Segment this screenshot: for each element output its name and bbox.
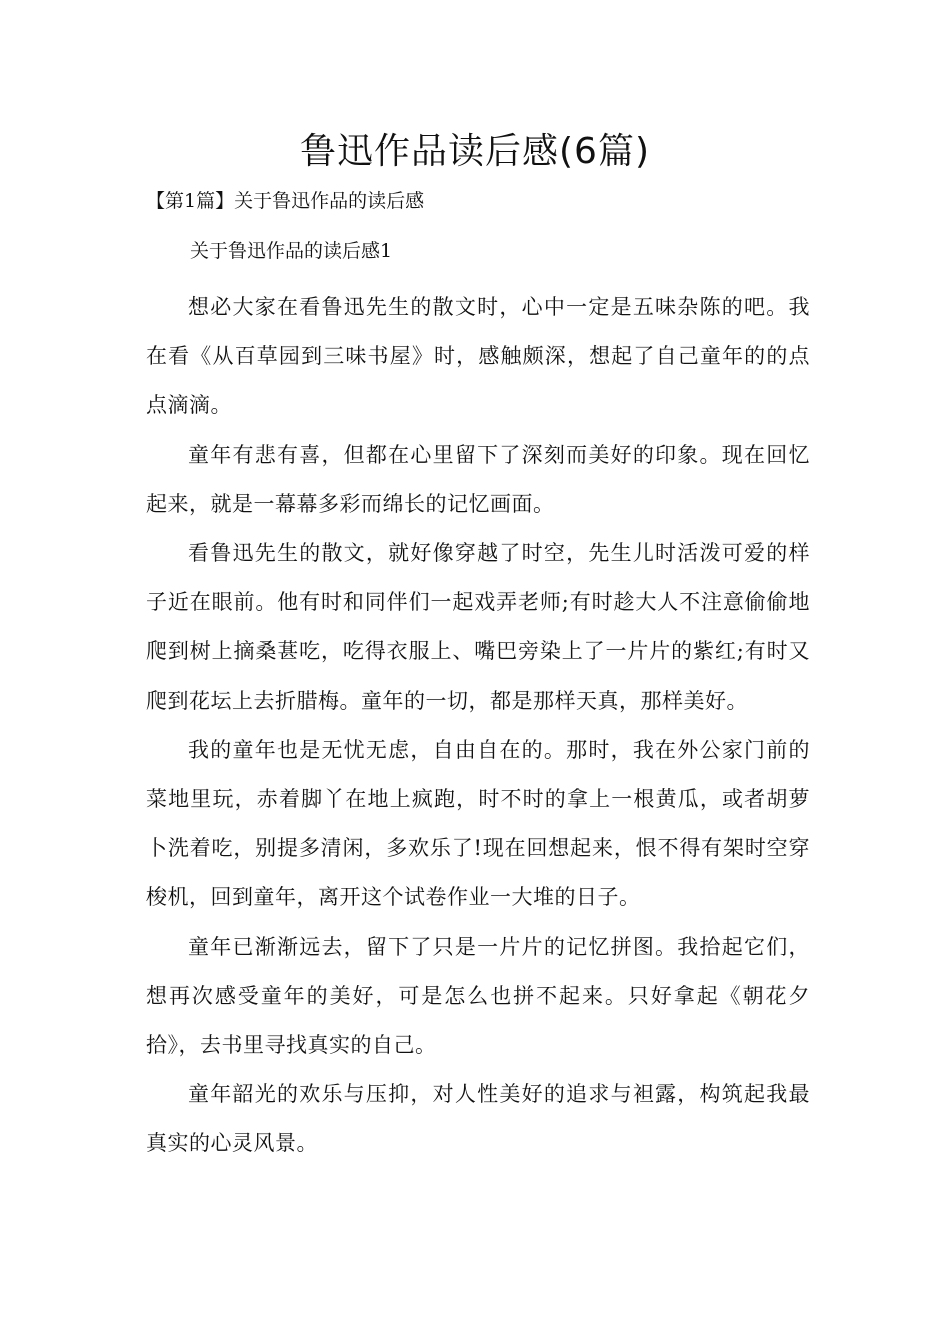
paragraph-5: 童年已渐渐远去，留下了只是一片片的记忆拼图。我拾起它们，想再次感受童年的美好，可是怎么也拼不起来。只好拿起《朝花夕拾》，去书里寻找真实的自己。 [146,934,810,1058]
paragraph-6: 童年韶光的欢乐与压抑，对人性美好的追求与袒露，构筑起我最真实的心灵风景。 [146,1082,810,1156]
paragraph-2: 童年有悲有喜，但都在心里留下了深刻而美好的印象。现在回忆起来，就是一幕幕多彩而绵长的记忆画面。 [146,442,810,516]
section-heading: 【第1篇】关于鲁迅作品的读后感 [146,190,425,212]
paragraph-3: 看鲁迅先生的散文，就好像穿越了时空，先生儿时活泼可爱的样子近在眼前。他有时和同伴们一起戏弄老师;有时趁大人不注意偷偷地爬到树上摘桑葚吃，吃得衣服上、嘴巴旁染上了一片片的紫红;有时又爬到花坛上去折腊梅。童年的一切，都是那样天真，那样美好。 [146,541,810,713]
paragraph-1: 想必大家在看鲁迅先生的散文时，心中一定是五味杂陈的吧。我在看《从百草园到三味书屋》时，感触颇深，想起了自己童年的的点点滴滴。 [146,295,810,418]
document-title: 鲁迅作品读后感(6篇) [300,131,650,172]
paragraph-4: 我的童年也是无忧无虑，自由自在的。那时，我在外公家门前的菜地里玩，赤着脚丫在地上疯跑，时不时的拿上一根黄瓜，或者胡萝卜洗着吃，别提多清闲，多欢乐了!现在回想起来，恨不得有架时空穿梭机，回到童年，离开这个试卷作业一大堆的日子。 [146,737,810,910]
article-body [146,283,810,1169]
sub-heading: 关于鲁迅作品的读后感1 [190,240,393,262]
